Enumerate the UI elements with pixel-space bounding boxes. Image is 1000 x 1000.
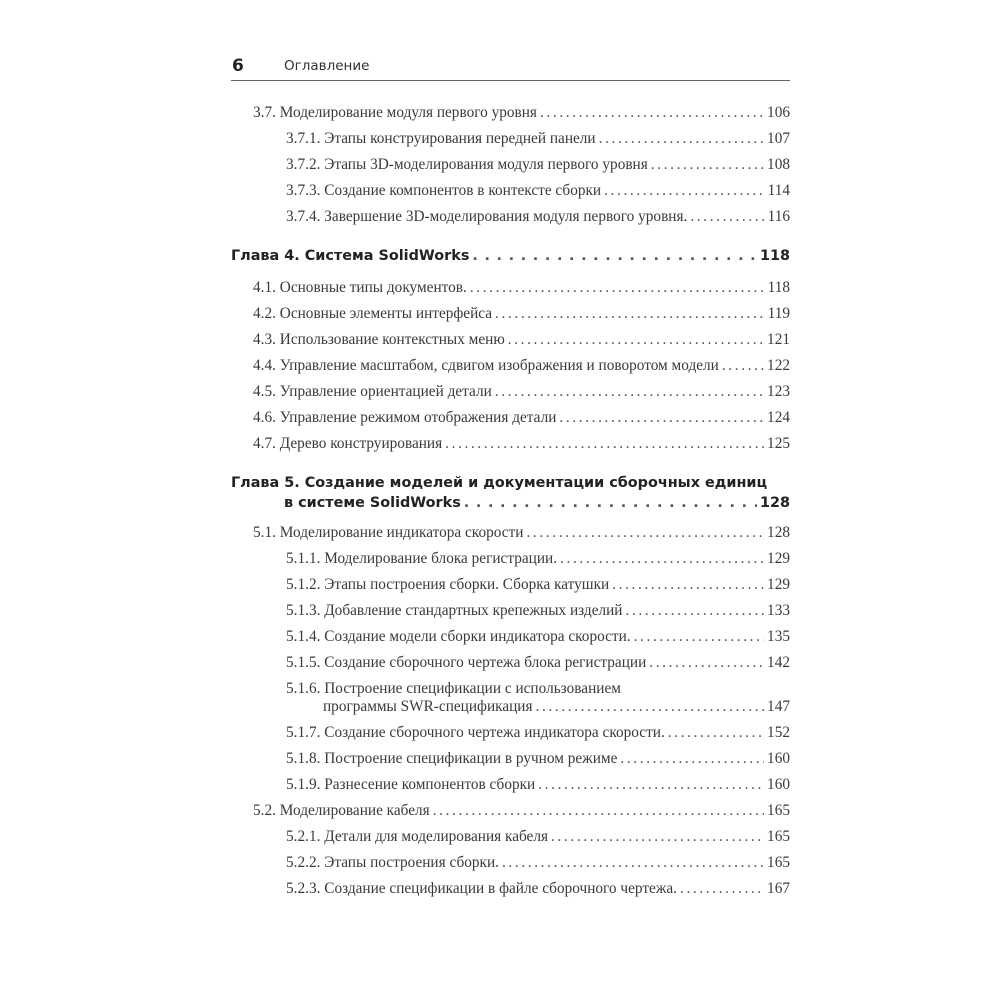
toc-entry-5-1-6-line2	[231, 698, 790, 716]
toc-entry-page: 122	[767, 357, 790, 374]
dot-leader	[680, 880, 764, 898]
toc-entry-5-2	[231, 802, 790, 820]
dot-leader	[668, 724, 764, 742]
dot-leader	[472, 248, 757, 264]
toc-entry-5-1	[231, 524, 790, 542]
toc-entry-4-4	[231, 357, 790, 375]
toc-entry-3-7-4	[231, 208, 790, 226]
toc-entry-title: 5.1.3. Добавление стандартных крепежных изделий	[286, 602, 623, 619]
toc-entry-page: 114	[767, 182, 790, 199]
toc-entry-page: 108	[767, 156, 790, 173]
toc-entry-page: 124	[767, 409, 790, 426]
dot-leader	[495, 305, 765, 323]
toc-entry-title: 4.6. Управление режимом отображения детали	[253, 409, 557, 426]
toc-chapter-4	[231, 248, 790, 264]
toc-entry-page: 118	[767, 279, 790, 296]
chapter-title-line2: в системе SolidWorks	[284, 495, 461, 511]
toc-entry-title: 5.1. Моделирование индикатора скорости	[253, 524, 524, 541]
toc-entry-page: 142	[767, 654, 790, 671]
toc-entry-4-7	[231, 435, 790, 453]
toc-entry-5-2-1	[231, 828, 790, 846]
toc-entry-4-3	[231, 331, 790, 349]
toc-entry-5-1-5	[231, 654, 790, 672]
toc-entry-5-1-7	[231, 724, 790, 742]
toc-entry-4-6	[231, 409, 790, 427]
dot-leader	[634, 628, 764, 646]
toc-entry-page: 129	[767, 576, 790, 593]
running-title: Оглавление	[284, 58, 370, 74]
toc-entry-title: 5.1.9. Разнесение компонентов сборки	[286, 776, 536, 793]
toc-entry-4-5	[231, 383, 790, 401]
toc-entry-5-1-2	[231, 576, 790, 594]
toc-entry-page: 165	[767, 854, 790, 871]
toc-entry-title: 3.7.2. Этапы 3D-моделирования модуля первого уровня	[286, 156, 648, 173]
dot-leader	[508, 331, 764, 349]
toc-entry-page: 123	[767, 383, 790, 400]
dot-leader	[612, 576, 764, 594]
toc-entry-title-line2: программы SWR-спецификация	[323, 698, 533, 715]
dot-leader	[540, 104, 764, 122]
dot-leader	[502, 854, 764, 872]
toc-entry-title: 4.1. Основные типы документов.	[253, 279, 467, 296]
toc-entry-5-1-8	[231, 750, 790, 768]
dot-leader	[599, 130, 764, 148]
toc-entry-page: 129	[767, 550, 790, 567]
dot-leader	[651, 156, 764, 174]
toc-entry-page: 160	[767, 776, 790, 793]
toc-entry-page: 106	[767, 104, 790, 121]
toc-entry-title: 5.1.5. Создание сборочного чертежа блока регистрации	[286, 654, 647, 671]
toc-entry-5-1-4	[231, 628, 790, 646]
toc-entry-page: 121	[767, 331, 790, 348]
dot-leader	[559, 409, 764, 427]
dot-leader	[560, 550, 764, 568]
dot-leader	[470, 279, 765, 297]
page-number: 6	[232, 56, 244, 76]
toc-chapter-5-line2	[231, 495, 790, 511]
toc-entry-title: 5.2.2. Этапы построения сборки.	[286, 854, 499, 871]
toc-entry-title: 5.1.8. Построение спецификации в ручном режиме	[286, 750, 618, 767]
toc-entry-3-7	[231, 104, 790, 122]
toc-entry-page: 160	[767, 750, 790, 767]
toc-entry-page: 119	[767, 305, 790, 322]
dot-leader	[495, 383, 764, 401]
toc-entry-title: 5.1.2. Этапы построения сборки. Сборка катушки	[286, 576, 610, 593]
toc-entry-page: 125	[767, 435, 790, 452]
toc-entry-title: 5.2. Моделирование кабеля	[253, 802, 430, 819]
toc-entry-title: 5.1.1. Моделирование блока регистрации.	[286, 550, 558, 567]
toc-entry-page: 152	[767, 724, 790, 741]
toc-entry-title: 4.7. Дерево конструирования	[253, 435, 443, 452]
dot-leader	[433, 802, 764, 820]
dot-leader	[604, 182, 765, 200]
chapter-page: 118	[759, 248, 790, 264]
header-rule	[231, 80, 790, 81]
running-head	[231, 56, 790, 80]
toc-entry-title: 5.2.3. Создание спецификации в файле сборочного чертежа.	[286, 880, 677, 897]
toc-entry-page: 135	[767, 628, 790, 645]
toc-entry-title: 3.7.3. Создание компонентов в контексте сборки	[286, 182, 602, 199]
toc-entry-5-1-6-line1	[231, 680, 790, 698]
dot-leader	[526, 524, 764, 542]
toc-entry-title: 4.4. Управление масштабом, сдвигом изображения и поворотом модели	[253, 357, 719, 374]
toc-entry-4-1	[231, 279, 790, 297]
chapter-title-line1: Глава 5. Создание моделей и документации сборочных единиц	[231, 475, 768, 491]
toc-entry-page: 133	[767, 602, 790, 619]
toc-entry-page: 128	[767, 524, 790, 541]
dot-leader	[538, 776, 764, 794]
dot-leader	[690, 208, 764, 226]
dot-leader	[551, 828, 764, 846]
toc-entry-5-1-3	[231, 602, 790, 620]
toc-entry-page: 165	[767, 828, 790, 845]
dot-leader	[626, 602, 765, 620]
dot-leader	[445, 435, 764, 453]
toc-entry-3-7-1	[231, 130, 790, 148]
toc-entry-title: 5.1.4. Создание модели сборки индикатора скорости.	[286, 628, 631, 645]
chapter-page: 128	[759, 495, 790, 511]
toc-entry-page: 116	[767, 208, 790, 225]
dot-leader	[620, 750, 764, 768]
dot-leader	[464, 495, 757, 511]
toc-entry-title: 5.1.7. Создание сборочного чертежа индикатора скорости.	[286, 724, 665, 741]
toc-entry-3-7-3	[231, 182, 790, 200]
toc-entry-5-1-1	[231, 550, 790, 568]
toc-entry-page: 165	[767, 802, 790, 819]
toc-entry-5-2-2	[231, 854, 790, 872]
toc-entry-3-7-2	[231, 156, 790, 174]
toc-entry-5-1-9	[231, 776, 790, 794]
toc-entry-title: 4.5. Управление ориентацией детали	[253, 383, 492, 400]
toc-entry-title: 4.2. Основные элементы интерфейса	[253, 305, 493, 322]
toc-entry-page: 167	[767, 880, 790, 897]
dot-leader	[649, 654, 764, 672]
toc-entry-title-line1: 5.1.6. Построение спецификации с использованием	[286, 680, 621, 697]
toc-entry-title: 3.7. Моделирование модуля первого уровня	[253, 104, 537, 121]
dot-leader	[536, 698, 765, 716]
toc-entry-title: 4.3. Использование контекстных меню	[253, 331, 505, 348]
toc-entry-5-2-3	[231, 880, 790, 898]
toc-entry-page: 147	[767, 698, 790, 715]
chapter-title: Глава 4. Система SolidWorks	[231, 248, 470, 264]
toc-entry-title: 3.7.4. Завершение 3D-моделирования модуля первого уровня.	[286, 208, 688, 225]
toc-entry-page: 107	[767, 130, 790, 147]
toc-entry-title: 5.2.1. Детали для моделирования кабеля	[286, 828, 549, 845]
dot-leader	[722, 357, 764, 375]
toc-entry-title: 3.7.1. Этапы конструирования передней панели	[286, 130, 596, 147]
toc-entry-4-2	[231, 305, 790, 323]
toc-chapter-5-line1	[231, 475, 790, 491]
